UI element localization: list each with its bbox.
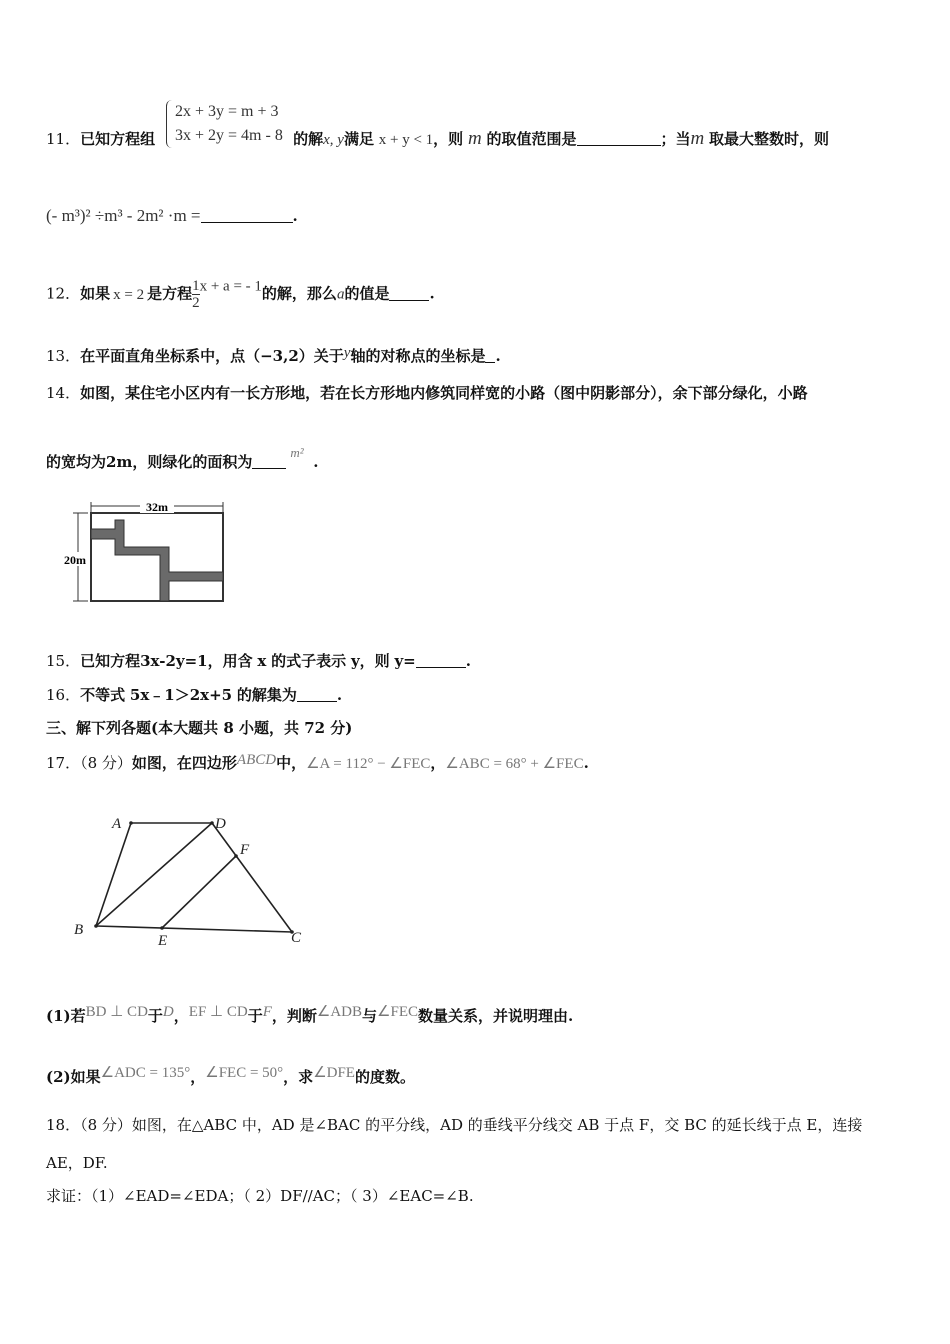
q11-text: 的解 (293, 130, 324, 148)
q17-text: 如图，在四边形 (131, 754, 237, 772)
q13-y: y (343, 345, 351, 361)
question-number: 12． (46, 284, 81, 303)
q16-inequality: 5x﹣1＞2x+5 (129, 686, 233, 704)
q12-text: 是方程 (147, 284, 193, 303)
q11-text: 取最大整数时，则 (709, 130, 830, 148)
q17-abcd: ABCD (236, 752, 277, 768)
label-c: C (291, 930, 302, 946)
answer-blank[interactable] (297, 687, 337, 702)
q12-text: 如果 (80, 284, 111, 303)
q17-part1-text: 数量关系，并说明理由. (418, 1007, 574, 1025)
question-11 (46, 128, 829, 150)
q13-text: 在平面直角坐标系中，点（ (80, 347, 261, 365)
question-13 (46, 345, 501, 366)
question-15 (46, 650, 471, 671)
q17-text: 中， (276, 754, 307, 772)
q18-proof-items: 求证：（1）∠EAD=∠EDA；（ 2）DF//AC；（ 3）∠EAC=∠B. (46, 1187, 474, 1205)
q11-condition: x + y < 1 (378, 132, 434, 148)
q15-text: ，用含 (207, 652, 253, 670)
q11-text: 已知方程组 (80, 130, 156, 148)
point-f: F (262, 1004, 272, 1020)
q12-equation: x + a = - 1 (199, 278, 262, 295)
q17-part1-text: 若 (70, 1007, 86, 1025)
q17-part1-text: ，判断 (271, 1007, 317, 1025)
comma: ， (430, 754, 446, 772)
q12-x-value: x = 2 (113, 286, 145, 303)
question-number: 16． (46, 686, 81, 704)
question-number: 14． (46, 384, 81, 402)
period: . (292, 207, 298, 225)
bd-perp-cd: BD ⊥ CD (85, 1004, 148, 1020)
period: . (429, 284, 435, 303)
period: . (583, 754, 589, 772)
quadrilateral-figure (70, 810, 310, 950)
q15-x: x (257, 652, 267, 670)
q17-part2-text: ，求 (283, 1068, 314, 1086)
segment-dc (212, 823, 292, 932)
question-number: 11． (46, 130, 81, 148)
question-number: 17． (46, 754, 81, 772)
period: . (336, 686, 343, 704)
q18-line-2: AE，DF. (46, 1154, 108, 1172)
question-number: 18． (46, 1116, 81, 1134)
q11-expression-line (46, 206, 298, 226)
angle-dfe: ∠DFE (313, 1065, 355, 1081)
question-number: 15． (46, 652, 81, 670)
q17-condition-1: ∠A = 112° − ∠FEC (306, 756, 431, 772)
q14-text: ，则绿化的面积为 (132, 453, 253, 471)
height-label: 20m (64, 553, 86, 567)
answer-blank[interactable] (485, 348, 495, 363)
period: . (465, 652, 471, 670)
q17-part2-text: 如果 (70, 1068, 101, 1086)
q15-text: 的式子表示 (271, 652, 347, 670)
q17-part-1 (46, 1002, 573, 1026)
part-number: (1) (46, 1007, 71, 1025)
q13-text: ）关于 (298, 347, 344, 365)
label-d: D (215, 816, 226, 832)
q12-text: 的解，那么 (261, 284, 337, 303)
q17-part1-text: 于 (247, 1007, 263, 1025)
fraction-one-half: $\frac{1}{2}$ (192, 278, 200, 311)
q17-part1-text: 于 (147, 1007, 163, 1025)
label-e: E (158, 933, 168, 949)
q14-text: 的宽均为 (46, 453, 107, 471)
question-number: 13． (46, 347, 81, 365)
q15-y: y (350, 652, 360, 670)
label-a: A (112, 816, 122, 832)
answer-blank[interactable] (201, 208, 293, 223)
path-shaded (91, 520, 223, 601)
q11-text: 的取值范围是 (486, 130, 577, 148)
q13-point: −3,2 (260, 347, 299, 365)
q11-expression: (- m³)² ÷m³ - 2m² ·m = (46, 206, 201, 225)
q11-text: ，则 (433, 130, 464, 148)
system-eq-2: 3x + 2y = 4m - 8 (175, 127, 283, 144)
q11-text: ；当 (660, 130, 691, 148)
q11-m: m (690, 128, 705, 149)
period: . (313, 453, 319, 471)
garden-figure (58, 498, 230, 608)
q17-part1-text: 与 (362, 1007, 378, 1025)
answer-blank[interactable] (416, 653, 466, 668)
q17-part-2 (46, 1063, 415, 1087)
points-label: （8 分） (80, 1116, 132, 1134)
segment-bc (96, 926, 292, 932)
q14-text: 如图，某住宅小区内有一长方形地，若在长方形地内修筑同样宽的小路（图中阴影部分），余下部分绿化，小路 (80, 384, 808, 402)
question-12 (46, 278, 435, 311)
angle-adb: ∠ADB (316, 1004, 363, 1020)
q11-text: 满足 (343, 130, 374, 148)
segment-ef (162, 856, 236, 928)
section-heading: 三、解下列各题(本大题共 8 小题，共 72 分) (46, 719, 353, 737)
q14-width: 2m (106, 453, 133, 471)
unit-square-meters: m² (290, 445, 304, 460)
width-label: 32m (146, 500, 168, 514)
point-d: D (162, 1004, 174, 1020)
question-17 (46, 752, 589, 773)
question-18 (46, 1114, 862, 1135)
q15-y-equals: y= (394, 652, 416, 670)
q11-xy: x, y (323, 132, 344, 148)
label-b: B (74, 922, 84, 938)
system-eq-1: 2x + 3y = m + 3 (175, 103, 279, 120)
answer-blank[interactable] (389, 286, 429, 301)
q12-text: 的值是 (344, 284, 390, 303)
garden-rectangle (91, 513, 223, 601)
part-number: (2) (46, 1068, 71, 1086)
q13-text: 轴的对称点的坐标是 (350, 347, 486, 365)
label-f: F (240, 842, 250, 858)
q16-text: 的解集为 (236, 686, 297, 704)
q14-line-2 (46, 445, 318, 472)
q12-a: a (336, 286, 345, 303)
q11-m: m (467, 128, 482, 149)
angle-adc-value: ∠ADC = 135° (100, 1065, 191, 1081)
comma: ， (173, 1007, 189, 1025)
answer-blank[interactable] (577, 131, 661, 146)
answer-blank[interactable] (252, 454, 286, 469)
angle-fec: ∠FEC (377, 1004, 419, 1020)
q17-condition-2: ∠ABC = 68° + ∠FEC (445, 756, 584, 772)
q15-text: ，则 (359, 652, 390, 670)
question-14 (46, 382, 808, 403)
comma: ， (190, 1068, 206, 1086)
q17-part2-text: 的度数。 (354, 1068, 415, 1086)
angle-fec-value: ∠FEC = 50° (205, 1065, 284, 1081)
period: . (495, 347, 501, 365)
q18-text: 如图，在△ABC 中，AD 是∠BAC 的平分线，AD 的垂线平分线交 AB 于点 F，交 BC 的延长线于点 E，连接 (131, 1116, 863, 1134)
points-label: （8 分） (80, 754, 132, 772)
q15-equation: 3x-2y=1 (140, 652, 208, 670)
q16-text: 不等式 (80, 686, 126, 704)
ef-perp-cd: EF ⊥ CD (188, 1004, 248, 1020)
q15-text: 已知方程 (80, 652, 141, 670)
question-16 (46, 684, 342, 705)
